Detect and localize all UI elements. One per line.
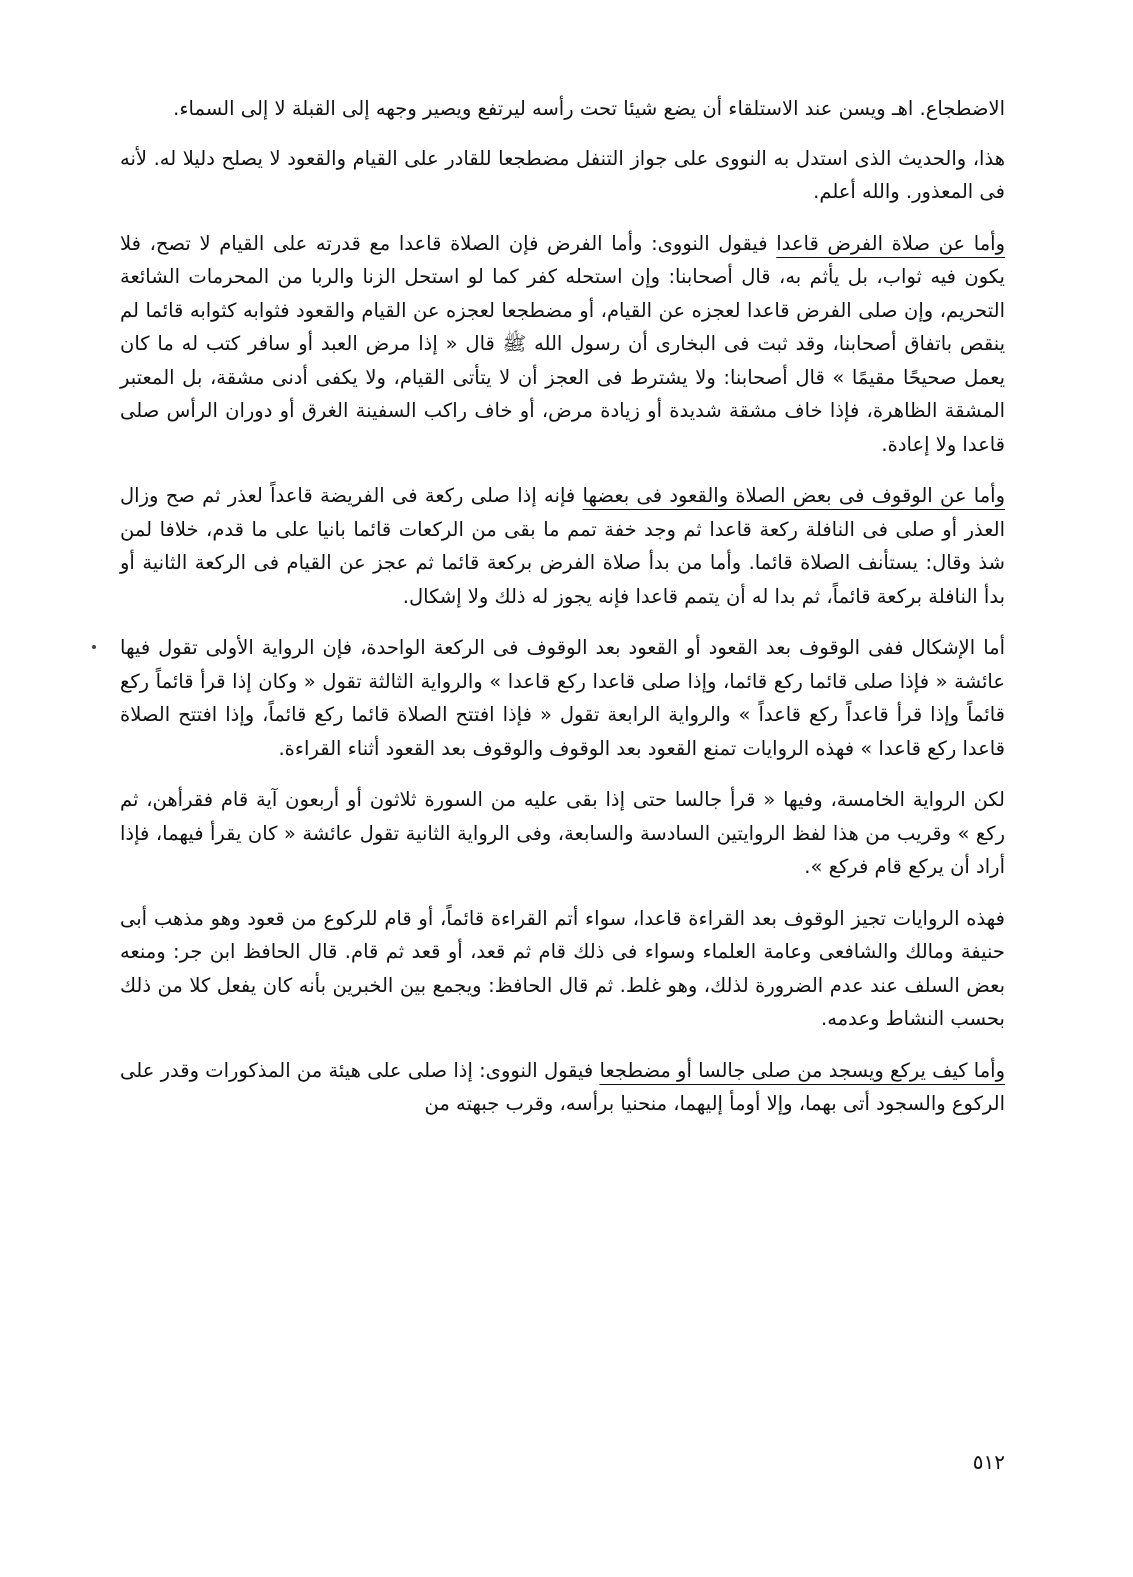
paragraph-5-text: أما الإشكال ففى الوقوف بعد القعود أو القعود بعد الوقوف فى الركعة الواحدة، فإن الرواية الأولى تقول فيها عائشة « فإذا صلى قائما ركع قائما، وإذا صلى قاعدا ركع قاعدا » والرواية الثالثة تقول « وكان إذا قرأ قائماً ركع قائماً وإذا قرأ قاعداً ركع قاعداً » والرواية الرابعة تقول « فإذا افتتح الصلاة قائما ركع قائماً، وإذا افتتح الصلاة قاعدا ركع قاعدا » فهذه الروايات تمنع القعود بعد الوقوف والوقوف بعد القعود أثناء القراءة. <box>120 636 1005 760</box>
paragraph-3 <box>120 227 1005 462</box>
paragraph-1-text: الاضطجاع. اهـ ويسن عند الاستلقاء أن يضع شيئا تحت رأسه ليرتفع ويصير وجهه إلى القبلة لا إلى السماء. <box>173 97 1005 120</box>
paragraph-6-text: لكن الرواية الخامسة، وفيها « قرأ جالسا حتى إذا بقى عليه من السورة ثلاثون أو أربعون آية قام فقرأهن، ثم ركع » وقريب من هذا لفظ الروايتين السادسة والسابعة، وفى الرواية الثانية تقول عائشة « كان يقرأ فيهما، فإذا أراد أن يركع قام فركع ». <box>120 788 1005 878</box>
paragraph-3-text: فيقول النووى: وأما الفرض فإن الصلاة قاعدا مع قدرته على القيام لا تصح، فلا يكون فيه ثواب، بل يأثم به، قال أصحابنا: وإن استحله كفر كما لو استحل الزنا والربا من المحرمات الشائعة التحريم، وإن صلى الفرض قاعدا لعجزه عن القيام، أو مضطجعا لعجزه عن القيام والقعود فثوابه كثوابه قائما لم ينقص باتفاق أصحابنا، وقد ثبت فى البخارى أن رسول الله ﷺ قال « إذا مرض العبد أو سافر كتب له ما كان يعمل صحيحًا مقيمًا » قال أصحابنا: ولا يشترط فى العجز أن لا يتأتى القيام، ولا يكفى أدنى مشقة، بل المعتبر المشقة الظاهرة، فإذا خاف مشقة شديدة أو زيادة مرض، أو خاف راكب السفينة الغرق أو دوران الرأس صلى قاعدا ولا إعادة. <box>120 231 1005 456</box>
paragraph-7-text: فهذه الروايات تجيز الوقوف بعد القراءة قاعدا، سواء أتم القراءة قائماً، أو قام للركوع من قعود وهو مذهب أبى حنيفة ومالك والشافعى وعامة العلماء وسواء فى ذلك قام ثم قعد، أو قعد ثم قام. قال الحافظ ابن جر: ومنعه بعض السلف عند عدم الضرورة لذلك، وهو غلط. ثم قال الحافظ: ويجمع بين الخبرين بأنه كان يفعل كلا من ذلك بحسب النشاط وعدمه. <box>120 906 1005 1030</box>
paragraph-4-text: فإنه إذا صلى ركعة فى الفريضة قاعداً لعذر ثم صح وزال العذر أو صلى فى النافلة ركعة قاعدا ثم وجد خفة تمم ما بقى من الركعات قائما بانيا على ما قدم، خلافا لمن شذ وقال: يستأنف الصلاة قائما. وأما من بدأ صلاة الفرض بركعة قائما ثم عجز عن القيام فى الركعة الثانية أو بدأ النافلة بركعة قائماً، ثم بدا له أن يتمم قاعدا فإنه يجوز له ذلك ولا إشكال. <box>120 484 1005 608</box>
paragraph-7 <box>120 902 1005 1036</box>
paragraph-2 <box>120 142 1005 209</box>
paragraph-1 <box>120 92 1005 126</box>
section-heading-fard-seated: وأما عن صلاة الفرض قاعدا <box>776 231 1006 255</box>
paragraph-8 <box>120 1054 1005 1121</box>
section-heading-bowing-prostrating: وأما كيف يركع ويسجد من صلى جالسا أو مضطجعا <box>599 1058 1005 1082</box>
page-number: ٥١٢ <box>972 1450 1005 1474</box>
stray-dot-mark <box>92 645 96 649</box>
section-heading-standing-sitting: وأما عن الوقوف فى بعض الصلاة والقعود فى بعضها <box>582 484 1005 507</box>
paragraph-2-text: هذا، والحديث الذى استدل به النووى على جواز التنفل مضطجعا للقادر على القيام والقعود لا يصلح دليلا له. لأنه فى المعذور. والله أعلم. <box>120 146 1005 203</box>
paragraph-8-text: فيقول النووى: إذا صلى على هيئة من المذكورات وقدر على الركوع والسجود أتى بهما، وإلا أومأ إليهما، منحنيا برأسه، وقرب جبهته من <box>120 1058 1005 1115</box>
page-body <box>120 92 1005 1139</box>
paragraph-5 <box>120 631 1005 765</box>
paragraph-6 <box>120 783 1005 884</box>
paragraph-4 <box>120 479 1005 613</box>
